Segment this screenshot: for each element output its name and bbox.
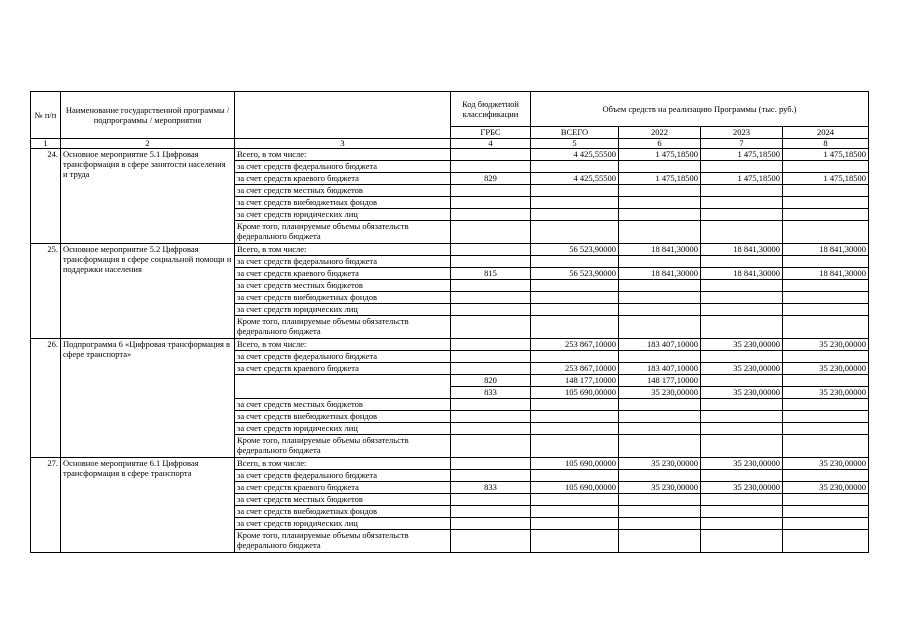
value-2022 bbox=[619, 494, 701, 506]
value-2024 bbox=[783, 221, 869, 244]
value-2024: 18 841,30000 bbox=[783, 244, 869, 256]
value-2024 bbox=[783, 423, 869, 435]
grbs-code bbox=[451, 494, 531, 506]
value-2024 bbox=[783, 375, 869, 387]
col-number: 3 bbox=[235, 139, 451, 149]
value-2024: 18 841,30000 bbox=[783, 268, 869, 280]
funding-source-label: Кроме того, планируемые объемы обязательств федерального бюджета bbox=[235, 221, 451, 244]
value-2022: 183 407,10000 bbox=[619, 339, 701, 351]
funding-source-label: за счет средств юридических лиц bbox=[235, 423, 451, 435]
funding-source-label: Всего, в том числе: bbox=[235, 244, 451, 256]
value-2023: 35 230,00000 bbox=[701, 458, 783, 470]
funding-source-label: за счет средств федерального бюджета bbox=[235, 470, 451, 482]
value-2023 bbox=[701, 423, 783, 435]
grbs-code: 829 bbox=[451, 173, 531, 185]
value-2022: 183 407,10000 bbox=[619, 363, 701, 375]
header-source bbox=[235, 92, 451, 139]
value-2023 bbox=[701, 256, 783, 268]
value-2023 bbox=[701, 185, 783, 197]
header-code: Код бюджетной классификации bbox=[451, 92, 531, 127]
header-name: Наименование государственной программы / подпрограммы / мероприятия bbox=[61, 92, 235, 139]
value-2023 bbox=[701, 161, 783, 173]
grbs-code: 833 bbox=[451, 387, 531, 399]
funding-source-label: за счет средств местных бюджетов bbox=[235, 280, 451, 292]
value-2024: 35 230,00000 bbox=[783, 339, 869, 351]
col-number: 4 bbox=[451, 139, 531, 149]
header-num: № п/п bbox=[31, 92, 61, 139]
value-2022: 148 177,10000 bbox=[619, 375, 701, 387]
value-2022 bbox=[619, 399, 701, 411]
total-value bbox=[531, 316, 619, 339]
value-2022: 35 230,00000 bbox=[619, 482, 701, 494]
value-2023 bbox=[701, 506, 783, 518]
total-value bbox=[531, 221, 619, 244]
value-2024 bbox=[783, 530, 869, 553]
total-value bbox=[531, 292, 619, 304]
value-2022 bbox=[619, 209, 701, 221]
measure-title: Основное мероприятие 5.2 Цифровая трансформация в сфере социальной помощи и поддержки населения bbox=[61, 244, 235, 339]
col-number: 1 bbox=[31, 139, 61, 149]
grbs-code bbox=[451, 399, 531, 411]
value-2022 bbox=[619, 518, 701, 530]
value-2024 bbox=[783, 304, 869, 316]
total-value: 105 690,00000 bbox=[531, 387, 619, 399]
row-number: 24. bbox=[31, 149, 61, 244]
funding-source-label: Кроме того, планируемые объемы обязательств федерального бюджета bbox=[235, 316, 451, 339]
value-2023 bbox=[701, 470, 783, 482]
row-number: 25. bbox=[31, 244, 61, 339]
value-2023 bbox=[701, 304, 783, 316]
value-2023 bbox=[701, 435, 783, 458]
grbs-code bbox=[451, 221, 531, 244]
value-2022: 18 841,30000 bbox=[619, 244, 701, 256]
grbs-code bbox=[451, 292, 531, 304]
funding-source-label: Всего, в том числе: bbox=[235, 458, 451, 470]
row-number: 26. bbox=[31, 339, 61, 458]
value-2023 bbox=[701, 316, 783, 339]
value-2022: 35 230,00000 bbox=[619, 387, 701, 399]
grbs-code bbox=[451, 411, 531, 423]
funding-source-label: Кроме того, планируемые объемы обязательств федерального бюджета bbox=[235, 530, 451, 553]
total-value: 105 690,00000 bbox=[531, 458, 619, 470]
value-2024 bbox=[783, 185, 869, 197]
col-number: 2 bbox=[61, 139, 235, 149]
grbs-code bbox=[451, 363, 531, 375]
funding-source-label: Всего, в том числе: bbox=[235, 339, 451, 351]
header-grbs: ГРБС bbox=[451, 127, 531, 139]
total-value: 105 690,00000 bbox=[531, 482, 619, 494]
grbs-code bbox=[451, 197, 531, 209]
funding-source-label: за счет средств краевого бюджета bbox=[235, 268, 451, 280]
funding-source-label: за счет средств внебюджетных фондов bbox=[235, 506, 451, 518]
budget-table bbox=[30, 91, 869, 553]
value-2022 bbox=[619, 423, 701, 435]
value-2022 bbox=[619, 470, 701, 482]
funding-source-label: Кроме того, планируемые объемы обязательств федерального бюджета bbox=[235, 435, 451, 458]
value-2023 bbox=[701, 494, 783, 506]
value-2022 bbox=[619, 221, 701, 244]
grbs-code bbox=[451, 209, 531, 221]
measure-title: Основное мероприятие 5.1 Цифровая трансформация в сфере занятости населения и труда bbox=[61, 149, 235, 244]
value-2022 bbox=[619, 530, 701, 553]
value-2022 bbox=[619, 185, 701, 197]
total-value bbox=[531, 506, 619, 518]
funding-source-label: за счет средств краевого бюджета bbox=[235, 482, 451, 494]
total-value bbox=[531, 435, 619, 458]
value-2024 bbox=[783, 351, 869, 363]
value-2024 bbox=[783, 435, 869, 458]
funding-source-label: Всего, в том числе: bbox=[235, 149, 451, 161]
value-2022 bbox=[619, 411, 701, 423]
grbs-code bbox=[451, 518, 531, 530]
grbs-code bbox=[451, 470, 531, 482]
header-row bbox=[31, 92, 869, 127]
table-row bbox=[31, 244, 869, 256]
value-2023: 35 230,00000 bbox=[701, 387, 783, 399]
value-2024 bbox=[783, 292, 869, 304]
grbs-code: 815 bbox=[451, 268, 531, 280]
value-2023 bbox=[701, 292, 783, 304]
total-value bbox=[531, 351, 619, 363]
total-value: 253 867,10000 bbox=[531, 363, 619, 375]
grbs-code bbox=[451, 506, 531, 518]
total-value: 148 177,10000 bbox=[531, 375, 619, 387]
value-2024 bbox=[783, 470, 869, 482]
grbs-code bbox=[451, 351, 531, 363]
funding-source-label: за счет средств местных бюджетов bbox=[235, 494, 451, 506]
value-2024 bbox=[783, 399, 869, 411]
value-2023: 35 230,00000 bbox=[701, 339, 783, 351]
value-2022 bbox=[619, 304, 701, 316]
total-value bbox=[531, 304, 619, 316]
grbs-code bbox=[451, 256, 531, 268]
funding-source-label: за счет средств местных бюджетов bbox=[235, 185, 451, 197]
value-2022 bbox=[619, 435, 701, 458]
funding-source-label bbox=[235, 387, 451, 399]
value-2023: 35 230,00000 bbox=[701, 363, 783, 375]
total-value bbox=[531, 530, 619, 553]
grbs-code bbox=[451, 339, 531, 351]
funding-source-label: за счет средств внебюджетных фондов bbox=[235, 411, 451, 423]
value-2024 bbox=[783, 280, 869, 292]
value-2023: 18 841,30000 bbox=[701, 268, 783, 280]
value-2024 bbox=[783, 256, 869, 268]
grbs-code bbox=[451, 161, 531, 173]
value-2023 bbox=[701, 197, 783, 209]
header-total: ВСЕГО bbox=[531, 127, 619, 139]
value-2023 bbox=[701, 399, 783, 411]
funding-source-label: за счет средств местных бюджетов bbox=[235, 399, 451, 411]
grbs-code bbox=[451, 435, 531, 458]
grbs-code bbox=[451, 458, 531, 470]
total-value bbox=[531, 256, 619, 268]
value-2024 bbox=[783, 316, 869, 339]
total-value bbox=[531, 518, 619, 530]
value-2023: 18 841,30000 bbox=[701, 244, 783, 256]
table-row bbox=[31, 149, 869, 161]
grbs-code bbox=[451, 530, 531, 553]
value-2023: 1 475,18500 bbox=[701, 173, 783, 185]
total-value bbox=[531, 185, 619, 197]
funding-source-label: за счет средств юридических лиц bbox=[235, 209, 451, 221]
column-numbers-row bbox=[31, 139, 869, 149]
value-2024 bbox=[783, 209, 869, 221]
col-number: 7 bbox=[701, 139, 783, 149]
grbs-code bbox=[451, 244, 531, 256]
value-2024 bbox=[783, 506, 869, 518]
value-2022 bbox=[619, 280, 701, 292]
value-2022: 35 230,00000 bbox=[619, 458, 701, 470]
grbs-code bbox=[451, 423, 531, 435]
total-value bbox=[531, 494, 619, 506]
value-2023: 1 475,18500 bbox=[701, 149, 783, 161]
funding-source-label: за счет средств краевого бюджета bbox=[235, 363, 451, 375]
total-value bbox=[531, 423, 619, 435]
total-value: 4 425,55500 bbox=[531, 149, 619, 161]
value-2024: 35 230,00000 bbox=[783, 458, 869, 470]
funding-source-label bbox=[235, 375, 451, 387]
total-value: 56 523,90000 bbox=[531, 268, 619, 280]
value-2023 bbox=[701, 375, 783, 387]
value-2022 bbox=[619, 292, 701, 304]
funding-source-label: за счет средств юридических лиц bbox=[235, 518, 451, 530]
header-volume: Объем средств на реализацию Программы (тыс. руб.) bbox=[531, 92, 869, 127]
total-value: 4 425,55500 bbox=[531, 173, 619, 185]
value-2023: 35 230,00000 bbox=[701, 482, 783, 494]
measure-title: Основное мероприятие 6.1 Цифровая трансформация в сфере транспорта bbox=[61, 458, 235, 553]
value-2023 bbox=[701, 518, 783, 530]
funding-source-label: за счет средств федерального бюджета bbox=[235, 161, 451, 173]
funding-source-label: за счет средств внебюджетных фондов bbox=[235, 292, 451, 304]
value-2024: 35 230,00000 bbox=[783, 363, 869, 375]
funding-source-label: за счет средств федерального бюджета bbox=[235, 256, 451, 268]
col-number: 8 bbox=[783, 139, 869, 149]
value-2023 bbox=[701, 411, 783, 423]
col-number: 6 bbox=[619, 139, 701, 149]
funding-source-label: за счет средств внебюджетных фондов bbox=[235, 197, 451, 209]
value-2023 bbox=[701, 280, 783, 292]
value-2023 bbox=[701, 221, 783, 244]
total-value bbox=[531, 209, 619, 221]
value-2024: 35 230,00000 bbox=[783, 387, 869, 399]
total-value bbox=[531, 197, 619, 209]
header-2022: 2022 bbox=[619, 127, 701, 139]
grbs-code: 820 bbox=[451, 375, 531, 387]
value-2022: 1 475,18500 bbox=[619, 149, 701, 161]
value-2023 bbox=[701, 209, 783, 221]
grbs-code bbox=[451, 316, 531, 339]
grbs-code bbox=[451, 280, 531, 292]
grbs-code: 833 bbox=[451, 482, 531, 494]
total-value bbox=[531, 161, 619, 173]
value-2024 bbox=[783, 161, 869, 173]
total-value bbox=[531, 280, 619, 292]
funding-source-label: за счет средств краевого бюджета bbox=[235, 173, 451, 185]
grbs-code bbox=[451, 149, 531, 161]
value-2022 bbox=[619, 161, 701, 173]
total-value: 56 523,90000 bbox=[531, 244, 619, 256]
value-2024: 1 475,18500 bbox=[783, 149, 869, 161]
value-2022 bbox=[619, 506, 701, 518]
value-2022 bbox=[619, 197, 701, 209]
value-2024: 35 230,00000 bbox=[783, 482, 869, 494]
value-2022: 1 475,18500 bbox=[619, 173, 701, 185]
funding-source-label: за счет средств юридических лиц bbox=[235, 304, 451, 316]
value-2024 bbox=[783, 494, 869, 506]
table-row bbox=[31, 458, 869, 470]
grbs-code bbox=[451, 185, 531, 197]
total-value bbox=[531, 470, 619, 482]
table-row bbox=[31, 339, 869, 351]
total-value bbox=[531, 399, 619, 411]
total-value: 253 867,10000 bbox=[531, 339, 619, 351]
funding-source-label: за счет средств федерального бюджета bbox=[235, 351, 451, 363]
value-2022 bbox=[619, 316, 701, 339]
value-2022 bbox=[619, 351, 701, 363]
value-2024 bbox=[783, 411, 869, 423]
measure-title: Подпрограмма 6 «Цифровая трансформация в сфере транспорта» bbox=[61, 339, 235, 458]
header-2024: 2024 bbox=[783, 127, 869, 139]
value-2022 bbox=[619, 256, 701, 268]
grbs-code bbox=[451, 304, 531, 316]
value-2023 bbox=[701, 530, 783, 553]
value-2024: 1 475,18500 bbox=[783, 173, 869, 185]
value-2024 bbox=[783, 518, 869, 530]
row-number: 27. bbox=[31, 458, 61, 553]
value-2023 bbox=[701, 351, 783, 363]
value-2022: 18 841,30000 bbox=[619, 268, 701, 280]
col-number: 5 bbox=[531, 139, 619, 149]
total-value bbox=[531, 411, 619, 423]
value-2024 bbox=[783, 197, 869, 209]
header-2023: 2023 bbox=[701, 127, 783, 139]
